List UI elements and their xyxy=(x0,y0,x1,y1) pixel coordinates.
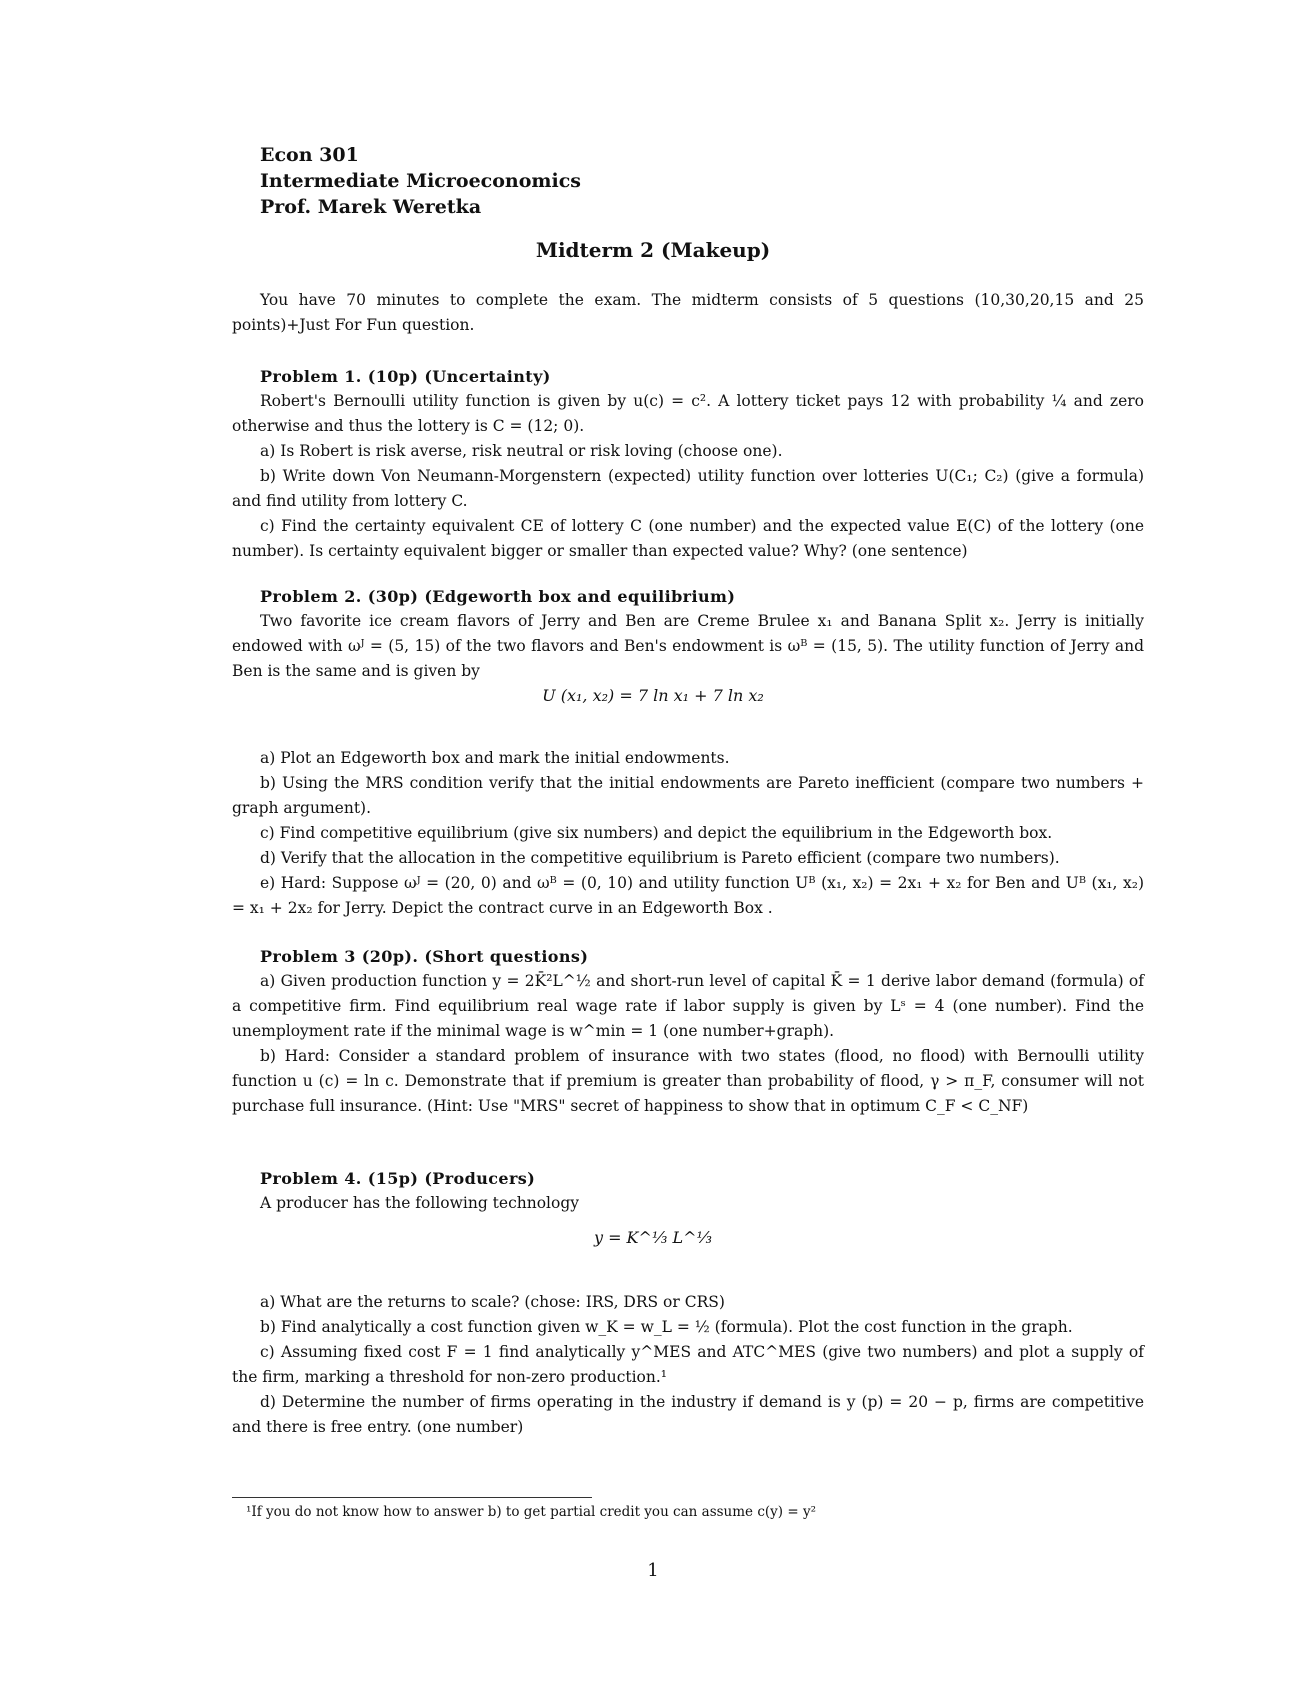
problem-3 xyxy=(232,944,1144,1119)
problem-4-b: b) Find analytically a cost function given w_K = w_L = ½ (formula). Plot the cost function in the graph. xyxy=(260,1318,1073,1336)
problem-4-c: c) Assuming fixed cost F = 1 find analytically y^MES and ATC^MES (give two numbers) and plot a supply of the firm, marking a threshold for non-zero production.¹ xyxy=(232,1343,1144,1386)
problem-2-c: c) Find competitive equilibrium (give six numbers) and depict the equilibrium in the Edgeworth box. xyxy=(260,824,1053,842)
professor-name: Prof. Marek Weretka xyxy=(260,196,482,218)
course-code: Econ 301 xyxy=(260,144,359,166)
problem-1-a: a) Is Robert is risk averse, risk neutral or risk loving (choose one). xyxy=(260,442,783,460)
problem-2-text: Two favorite ice cream flavors of Jerry and Ben are Creme Brulee x₁ and Banana Split x₂. Jerry is initially endowed with ωᴶ = (5, 15) of the two flavors and Ben's endowment is ωᴮ = (15, 5). The utility function of Jerry and Ben is the same and is given by xyxy=(232,612,1144,680)
production-formula: y = K^⅓ L^⅓ xyxy=(593,1228,713,1247)
problem-2-d: d) Verify that the allocation in the competitive equilibrium is Pareto efficient (compare two numbers). xyxy=(260,849,1060,867)
footnote: ¹If you do not know how to answer b) to get partial credit you can assume c(y) = y² xyxy=(246,1504,816,1520)
problem-3-a: a) Given production function y = 2K̄²L^½ and short-run level of capital K̄ = 1 derive labor demand (formula) of a competitive firm. Find equilibrium real wage rate if labor supply is given by Lˢ = 4 (one number). Find the unemployment rate if the minimal wage is w^min = 1 (one number+graph). xyxy=(232,972,1144,1040)
problem-1-text: Robert's Bernoulli utility function is given by u(c) = c². A lottery ticket pays 12 with probability ¼ and zero otherwise and thus the lottery is C = (12; 0). xyxy=(232,392,1144,435)
intro-block xyxy=(232,288,1144,338)
problem-1-c: c) Find the certainty equivalent CE of lottery C (one number) and the expected value E(C) of the lottery (one number). Is certainty equivalent bigger or smaller than expected value? Why? (one sentence) xyxy=(232,517,1144,560)
problem-1 xyxy=(232,364,1144,564)
problem-4-d: d) Determine the number of firms operating in the industry if demand is y (p) = 20 − p, firms are competitive and there is free entry. (one number) xyxy=(232,1393,1144,1436)
problem-4-parts xyxy=(232,1290,1144,1440)
problem-4-title: Problem 4. (15p) (Producers) xyxy=(260,1169,536,1188)
page-number: 1 xyxy=(647,1560,659,1581)
problem-1-b: b) Write down Von Neumann-Morgenstern (expected) utility function over lotteries U(C₁; C₂) (give a formula) and find utility from lottery C. xyxy=(232,467,1144,510)
problem-2-parts xyxy=(232,746,1144,921)
problem-2-e: e) Hard: Suppose ωᴶ = (20, 0) and ωᴮ = (0, 10) and utility function Uᴮ (x₁, x₂) = 2x₁ + x₂ for Ben and Uᴮ (x₁, x₂) = x₁ + 2x₂ for Jerry. Depict the contract curve in an Edgeworth Box . xyxy=(232,874,1144,917)
problem-4-a: a) What are the returns to scale? (chose: IRS, DRS or CRS) xyxy=(260,1293,725,1311)
intro-text: You have 70 minutes to complete the exam. The midterm consists of 5 questions (10,30,20,15 and 25 points)+Just For Fun question. xyxy=(232,291,1144,334)
problem-4-text: A producer has the following technology xyxy=(260,1194,580,1212)
problem-1-title: Problem 1. (10p) (Uncertainty) xyxy=(260,367,551,386)
problem-4 xyxy=(232,1166,1144,1216)
exam-title: Midterm 2 (Makeup) xyxy=(535,238,771,262)
problem-2 xyxy=(232,584,1144,684)
utility-formula: U (x₁, x₂) = 7 ln x₁ + 7 ln x₂ xyxy=(542,686,764,705)
footnote-rule xyxy=(232,1497,592,1498)
problem-2-b: b) Using the MRS condition verify that the initial endowments are Pareto inefficient (compare two numbers + graph argument). xyxy=(232,774,1144,817)
problem-2-a: a) Plot an Edgeworth box and mark the initial endowments. xyxy=(260,749,730,767)
problem-3-b: b) Hard: Consider a standard problem of insurance with two states (flood, no flood) with Bernoulli utility function u (c) = ln c. Demonstrate that if premium is greater than probability of flood, γ > π_F, consumer will not purchase full insurance. (Hint: Use "MRS" secret of happiness to show that in optimum C_F < C_NF) xyxy=(232,1047,1144,1115)
problem-2-title: Problem 2. (30p) (Edgeworth box and equilibrium) xyxy=(260,587,736,606)
problem-3-title: Problem 3 (20p). (Short questions) xyxy=(260,947,589,966)
course-title: Intermediate Microeconomics xyxy=(260,170,581,192)
